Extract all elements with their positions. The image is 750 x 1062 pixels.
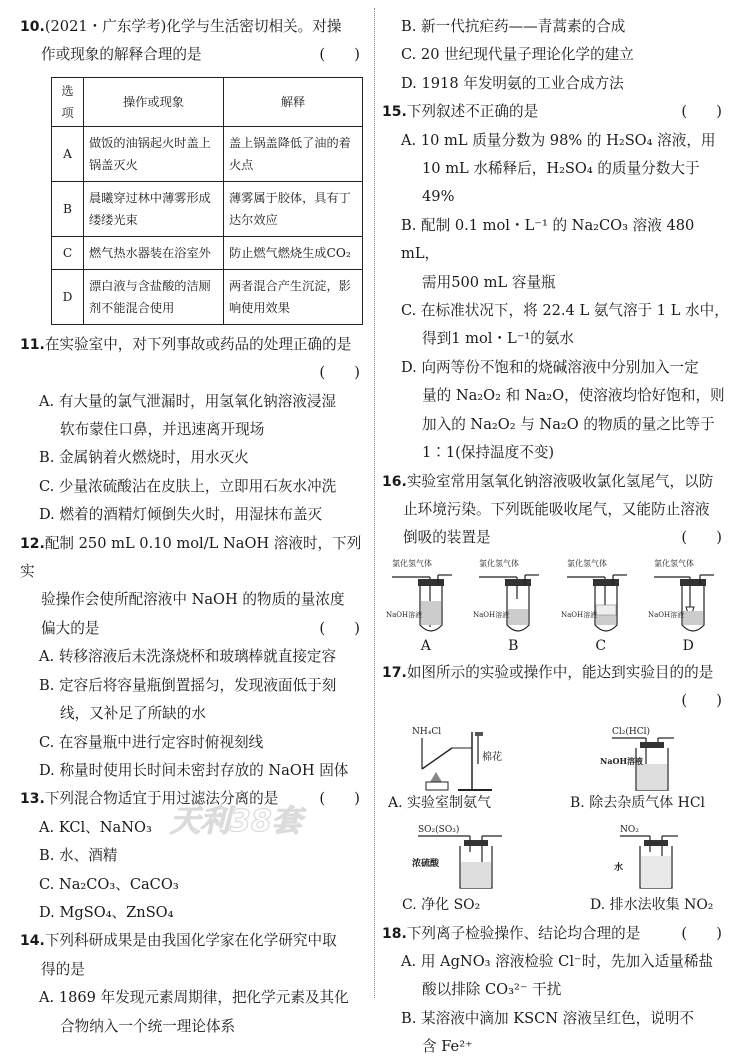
option-a-cont: 软布蒙住口鼻，并迅速离开现场	[60, 421, 265, 439]
option-b: B. 金属钠着火燃烧时，用水灭火	[39, 449, 249, 467]
gas-label: 氯化氢气体	[391, 558, 432, 568]
table-header: 解释	[224, 77, 363, 126]
test-tube-diagram	[561, 557, 641, 637]
option-a: A. 实验室制氨气	[388, 794, 492, 811]
question-14	[20, 927, 370, 1041]
question-stem: 下列离子检验操作、结论均合理的是	[406, 924, 641, 942]
question-stem: (2021・广东学考)化学与生活密切相关。对操	[44, 18, 342, 35]
question-11	[20, 331, 370, 530]
table-cell-option: D	[52, 269, 84, 324]
apparatus-row	[382, 557, 732, 655]
question-10	[20, 13, 370, 325]
table-cell-operation: 燃气热水器装在浴室外	[84, 236, 224, 269]
question-stem: 下列叙述不正确的是	[406, 103, 539, 121]
explanation-table	[51, 77, 363, 325]
question-number: 10.	[20, 19, 45, 35]
question-stem-cont: 倒吸的装置是	[403, 529, 491, 547]
question-16	[382, 468, 732, 655]
question-stem: 实验室常用氢氧化钠溶液吸收氯化氢尾气，以防	[406, 472, 714, 490]
table-cell-operation: 晨曦穿过林中薄雾形成缕缕光束	[84, 181, 224, 236]
table-row	[52, 269, 363, 324]
option-label: D	[682, 637, 694, 654]
no2-label: NO₂	[620, 824, 639, 835]
question-stem: 下列混合物适宜于用过滤法分离的是	[44, 790, 279, 808]
question-stem-cont: 作或现象的解释合理的是	[41, 46, 202, 64]
question-stem: 下列科研成果是由我国化学家在化学研究中取	[44, 932, 337, 950]
option-c-cont: 得到1 mol・L⁻¹的氨水	[422, 330, 575, 348]
option-d-cont: 1∶1(保持温度不变)	[422, 444, 555, 462]
table-row	[52, 236, 363, 269]
watermark-text: 天利38套	[170, 804, 302, 839]
test-tube-diagram	[473, 557, 553, 637]
option-b-cont: 线，又补足了所缺的水	[60, 705, 206, 723]
option-a-cont: 10 mL 水稀释后，H₂SO₄ 的质量分数大于 49%	[422, 160, 700, 206]
question-number: 13.	[20, 791, 45, 808]
solution-label: NaOH溶液	[473, 610, 510, 619]
option-b: B. 某溶液中滴加 KSCN 溶液呈红色，说明不	[401, 1009, 695, 1027]
option-a: A. 1869 年发现元素周期律，把化学元素及其化	[39, 989, 349, 1007]
answer-paren: ( )	[319, 619, 360, 637]
answer-paren: ( )	[681, 529, 722, 547]
option-b: B. 定容后将容量瓶倒置摇匀，发现液面低于刻	[39, 676, 337, 694]
table-cell-option: C	[52, 236, 84, 269]
answer-paren: ( )	[681, 103, 722, 121]
answer-paren: ( )	[319, 46, 360, 64]
question-stem-cont: 得的是	[41, 960, 85, 978]
solution-label: NaOH溶液	[560, 610, 597, 619]
option-b: B. 除去杂质气体 HCl	[570, 794, 706, 811]
question-number: 15.	[382, 104, 407, 121]
question-stem-cont: 验操作会使所配溶液中 NaOH 的物质的量浓度	[41, 591, 345, 609]
option-a: A. KCl、NaNO₃	[39, 818, 152, 836]
answer-paren: ( )	[319, 790, 360, 808]
wash-bottle-c	[412, 822, 522, 892]
table-cell-option: A	[52, 126, 84, 181]
watermark-logo	[160, 793, 360, 845]
cl2-label: Cl₂(HCl)	[612, 726, 651, 737]
answer-paren: ( )	[681, 692, 722, 710]
question-15	[382, 98, 732, 467]
ammonia-apparatus	[412, 724, 522, 794]
question-number: 17.	[382, 664, 407, 681]
table-header: 操作或现象	[84, 77, 224, 126]
option-c: C. 少量浓硫酸沾在皮肤上，立即用石灰水冲洗	[39, 477, 337, 495]
right-column	[382, 13, 732, 1062]
so2-label: SO₂(SO₃)	[418, 824, 460, 835]
table-header: 选项	[52, 77, 84, 126]
apparatus-b	[473, 557, 553, 655]
option-c: C. 在标准状况下，将 22.4 L 氨气溶于 1 L 水中，	[401, 302, 729, 320]
option-d: D. 向两等份不饱和的烧碱溶液中分别加入一定	[401, 358, 699, 376]
solution-label: NaOH溶液	[648, 610, 685, 619]
option-d: D. MgSO₄、ZnSO₄	[39, 903, 174, 921]
table-row	[52, 126, 363, 181]
option-b-cont: 需用500 mL 容量瓶	[422, 273, 556, 291]
apparatus-d	[648, 557, 728, 655]
option-a: A. 转移溶液后未洗涤烧杯和玻璃棒就直接定容	[39, 648, 337, 666]
water-label: 水	[614, 862, 624, 873]
option-label: B	[508, 637, 519, 654]
option-d-cont: 加入的 Na₂O₂ 与 Na₂O 的物质的量之比等于	[422, 415, 715, 433]
question-stem: 如图所示的实验或操作中，能达到实验目的的是	[406, 663, 714, 681]
option-c: C. 在容量瓶中进行定容时俯视刻线	[39, 733, 264, 751]
naoh-label: NaOH溶液	[600, 755, 644, 766]
question-stem: 配制 250 mL 0.10 mol/L NaOH 溶液时，下列实	[20, 534, 362, 581]
option-b: B. 新一代抗疟药——青蒿素的合成	[401, 18, 626, 35]
answer-paren: ( )	[319, 364, 360, 382]
option-c: C. Na₂CO₃、CaCO₃	[39, 875, 179, 893]
option-c: C. 20 世纪现代量子理论化学的建立	[401, 46, 634, 64]
table-header-row	[52, 77, 363, 126]
column-divider	[374, 8, 375, 998]
question-number: 14.	[20, 933, 45, 950]
h2so4-label: 浓硫酸	[412, 858, 440, 869]
table-cell-operation: 做饭的油锅起火时盖上锅盖灭火	[84, 126, 224, 181]
option-a-cont: 酸以排除 CO₃²⁻ 干扰	[422, 981, 562, 999]
table-cell-explanation: 盖上锅盖降低了油的着火点	[224, 126, 363, 181]
option-a: A. 用 AgNO₃ 溶液检验 Cl⁻时，先加入适量稀盐	[401, 952, 714, 970]
question-18	[382, 920, 732, 1062]
option-a-cont: 合物纳入一个统一理论体系	[60, 1017, 236, 1035]
gas-label: 氯化氢气体	[566, 558, 607, 568]
cotton-label: 棉花	[482, 751, 502, 763]
solution-label: NaOH溶液	[385, 610, 422, 619]
table-cell-option: B	[52, 181, 84, 236]
nh4cl-label: NH₄Cl	[412, 726, 442, 737]
question-17	[382, 659, 732, 922]
wash-bottle-d	[608, 822, 698, 892]
question-12	[20, 530, 370, 786]
gas-label: 氯化氢气体	[654, 558, 695, 568]
table-cell-explanation: 两者混合产生沉淀，影响使用效果	[224, 269, 363, 324]
option-b: B. 配制 0.1 mol・L⁻¹ 的 Na₂CO₃ 溶液 480 mL，	[401, 216, 695, 263]
apparatus-c	[561, 557, 641, 655]
option-label: C	[595, 637, 607, 654]
option-d: D. 称量时使用长时间未密封存放的 NaOH 固体	[39, 761, 349, 779]
option-label: A	[420, 637, 431, 654]
test-tube-diagram	[386, 557, 466, 637]
table-row	[52, 181, 363, 236]
option-d: D. 燃着的酒精灯倾倒失火时，用湿抹布盖灭	[39, 506, 323, 524]
option-b: B. 水、酒精	[39, 847, 118, 865]
option-d: D. 1918 年发明氨的工业合成方法	[401, 74, 624, 92]
question-stem-cont: 止环境污染。下列既能吸收尾气，又能防止溶液	[403, 500, 710, 518]
test-tube-diagram	[648, 557, 728, 637]
gas-label: 氯化氢气体	[479, 558, 520, 568]
question-stem-cont: 偏大的是	[41, 619, 100, 637]
experiment-figures	[382, 722, 732, 922]
left-column	[20, 13, 370, 1041]
option-c: C. 净化 SO₂	[402, 896, 481, 913]
wash-bottle-b	[600, 724, 690, 794]
option-a: A. 有大量的氯气泄漏时，用氢氧化钠溶液浸湿	[39, 392, 337, 410]
option-b-cont: 含 Fe²⁺	[422, 1038, 473, 1056]
question-stem: 在实验室中，对下列事故或药品的处理正确的是	[44, 335, 352, 353]
option-d: D. 排水法收集 NO₂	[590, 896, 714, 913]
question-number: 11.	[20, 336, 45, 353]
option-a: A. 10 mL 质量分数为 98% 的 H₂SO₄ 溶液，用	[401, 131, 716, 149]
option-d-cont: 量的 Na₂O₂ 和 Na₂O，使溶液均恰好饱和，则	[422, 387, 725, 405]
table-cell-explanation: 防止燃气燃烧生成CO₂	[224, 236, 363, 269]
question-number: 12.	[20, 535, 45, 552]
question-number: 16.	[382, 473, 407, 490]
question-number: 18.	[382, 925, 407, 942]
table-cell-operation: 漂白液与含盐酸的洁厕剂不能混合使用	[84, 269, 224, 324]
question-14-cont	[382, 13, 732, 98]
answer-paren: ( )	[681, 924, 722, 942]
table-cell-explanation: 薄雾属于胶体，具有丁达尔效应	[224, 181, 363, 236]
apparatus-a	[386, 557, 466, 655]
